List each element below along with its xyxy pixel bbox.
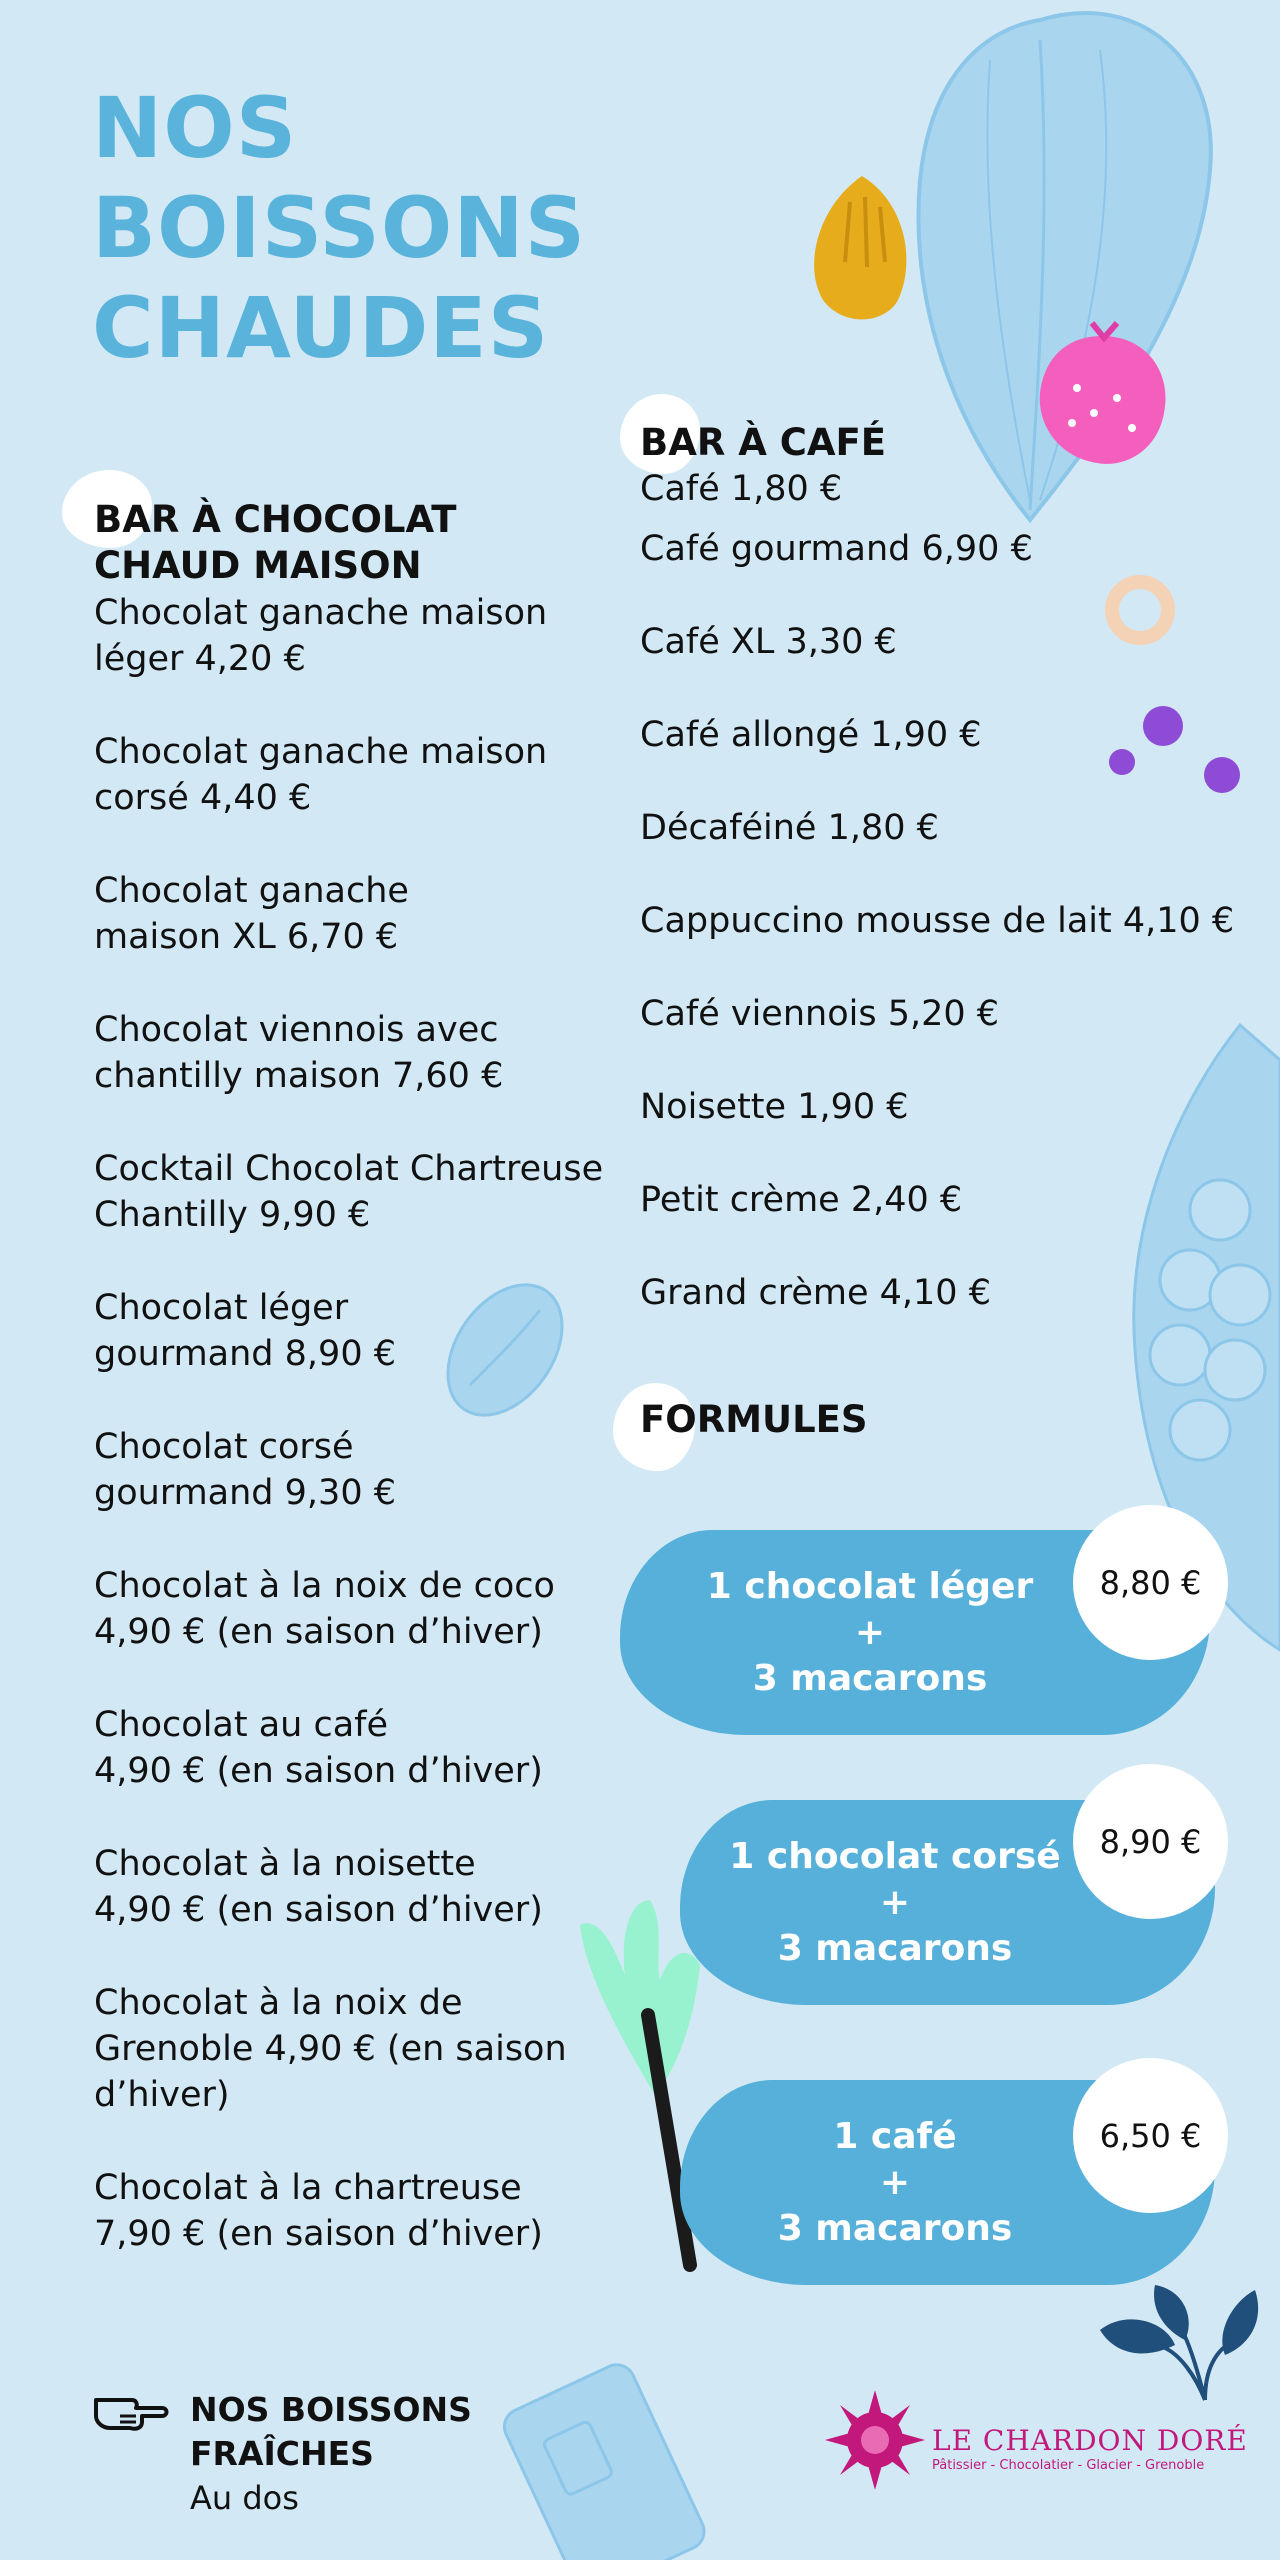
menu-item bbox=[94, 590, 614, 682]
menu-item-line: Chocolat au café bbox=[94, 1705, 389, 1745]
cold-drinks-title bbox=[190, 2388, 472, 2476]
page-title-line: NOS bbox=[92, 79, 298, 177]
menu-item-line: corsé 4,40 € bbox=[94, 778, 312, 818]
formula-line: + bbox=[879, 1881, 911, 1923]
menu-item-line: Chocolat viennois avec bbox=[94, 1010, 499, 1050]
formules-section-title: FORMULES bbox=[640, 1398, 868, 1441]
menu-item-line: 4,90 € (en saison d’hiver) bbox=[94, 1751, 543, 1791]
menu-item-line: Chocolat léger bbox=[94, 1288, 349, 1328]
menu-item-line: Chocolat ganache maison bbox=[94, 732, 548, 772]
menu-item-line: gourmand 9,30 € bbox=[94, 1473, 396, 1513]
menu-item: Café gourmand 6,90 € bbox=[640, 529, 1033, 569]
menu-item-line: Chocolat corsé bbox=[94, 1427, 354, 1467]
menu-item-line: Chocolat ganache bbox=[94, 871, 409, 911]
page-title bbox=[92, 78, 586, 378]
menu-item-line: Chocolat ganache maison bbox=[94, 593, 548, 633]
menu-item-line: d’hiver) bbox=[94, 2075, 230, 2115]
menu-item-line: gourmand 8,90 € bbox=[94, 1334, 396, 1374]
menu-item-line: léger 4,20 € bbox=[94, 639, 306, 679]
menu-item-line: 4,90 € (en saison d’hiver) bbox=[94, 1890, 543, 1930]
menu-item-line: Chocolat à la noisette bbox=[94, 1844, 476, 1884]
cafe-section-title: BAR À CAFÉ bbox=[640, 421, 887, 464]
menu-item bbox=[94, 1007, 614, 1099]
chocolat-menu-list bbox=[94, 590, 614, 2304]
formula-line: 1 chocolat corsé bbox=[729, 1835, 1061, 1877]
menu-item: Décaféiné 1,80 € bbox=[640, 808, 939, 848]
menu-item-line: chantilly maison 7,60 € bbox=[94, 1056, 504, 1096]
menu-item: Petit crème 2,40 € bbox=[640, 1180, 963, 1220]
formula-line: 3 macarons bbox=[777, 1927, 1013, 1969]
brand-tagline: Pâtissier - Chocolatier - Glacier - Grenoble bbox=[932, 2458, 1205, 2473]
cafe-menu-list bbox=[640, 466, 1260, 1363]
cold-drinks-title-line: FRAÎCHES bbox=[190, 2434, 374, 2473]
cold-drinks-title-line: NOS BOISSONS bbox=[190, 2390, 472, 2429]
menu-item bbox=[94, 1980, 614, 2118]
menu-item: Noisette 1,90 € bbox=[640, 1087, 909, 1127]
menu-item: Café XL 3,30 € bbox=[640, 622, 897, 662]
formula-price-badge: 8,80 € bbox=[1073, 1505, 1228, 1660]
menu-item-line: Chantilly 9,90 € bbox=[94, 1195, 371, 1235]
cold-drinks-subtitle: Au dos bbox=[190, 2479, 299, 2517]
formula-text bbox=[620, 1530, 1120, 1735]
chocolate-bar-illustration bbox=[500, 2360, 730, 2560]
raspberry-illustration bbox=[1032, 318, 1172, 468]
menu-item: Café allongé 1,90 € bbox=[640, 715, 982, 755]
menu-item: Cappuccino mousse de lait 4,10 € bbox=[640, 901, 1235, 941]
formula-text bbox=[680, 2080, 1110, 2285]
formula-line: 3 macarons bbox=[752, 1657, 988, 1699]
formula-price-badge: 8,90 € bbox=[1073, 1764, 1228, 1919]
formula-line: + bbox=[854, 1611, 886, 1653]
menu-item-line: Chocolat à la chartreuse bbox=[94, 2168, 522, 2208]
chocolat-title-line: BAR À CHOCOLAT bbox=[94, 498, 457, 541]
menu-item-line: Cocktail Chocolat Chartreuse bbox=[94, 1149, 604, 1189]
pointing-hand-icon bbox=[92, 2386, 170, 2434]
page-title-line: BOISSONS bbox=[92, 179, 587, 277]
formula-text bbox=[680, 1800, 1110, 2005]
formula-line: + bbox=[879, 2161, 911, 2203]
menu-item bbox=[94, 868, 614, 960]
thistle-logo-icon bbox=[820, 2385, 930, 2495]
menu-item bbox=[94, 1285, 614, 1377]
menu-item-line: maison XL 6,70 € bbox=[94, 917, 399, 957]
page-title-line: CHAUDES bbox=[92, 279, 550, 377]
menu-item: Café 1,80 € bbox=[640, 469, 843, 509]
menu-item-line: Chocolat à la noix de bbox=[94, 1983, 463, 2023]
leaf-branch-illustration bbox=[1085, 2280, 1270, 2410]
brand-name: LE CHARDON DORÉ bbox=[932, 2424, 1248, 2457]
menu-item bbox=[94, 1424, 614, 1516]
formula-line: 1 café bbox=[833, 2115, 957, 2157]
almond-illustration bbox=[805, 172, 920, 322]
formula-line: 3 macarons bbox=[777, 2207, 1013, 2249]
formula-price-badge: 6,50 € bbox=[1073, 2058, 1228, 2213]
menu-item bbox=[94, 1702, 614, 1794]
menu-item bbox=[94, 1563, 614, 1655]
menu-item bbox=[94, 729, 614, 821]
chocolat-title-line: CHAUD MAISON bbox=[94, 544, 422, 587]
menu-item: Café viennois 5,20 € bbox=[640, 994, 1000, 1034]
menu-item: Grand crème 4,10 € bbox=[640, 1273, 991, 1313]
menu-item-line: 7,90 € (en saison d’hiver) bbox=[94, 2214, 543, 2254]
chocolat-section-title bbox=[94, 497, 456, 589]
menu-item-line: Chocolat à la noix de coco bbox=[94, 1566, 555, 1606]
menu-item-line: 4,90 € (en saison d’hiver) bbox=[94, 1612, 543, 1652]
menu-item-line: Grenoble 4,90 € (en saison bbox=[94, 2029, 567, 2069]
menu-item bbox=[94, 2165, 614, 2257]
menu-item bbox=[94, 1146, 614, 1238]
menu-item bbox=[94, 1841, 614, 1933]
formula-line: 1 chocolat léger bbox=[706, 1565, 1034, 1607]
